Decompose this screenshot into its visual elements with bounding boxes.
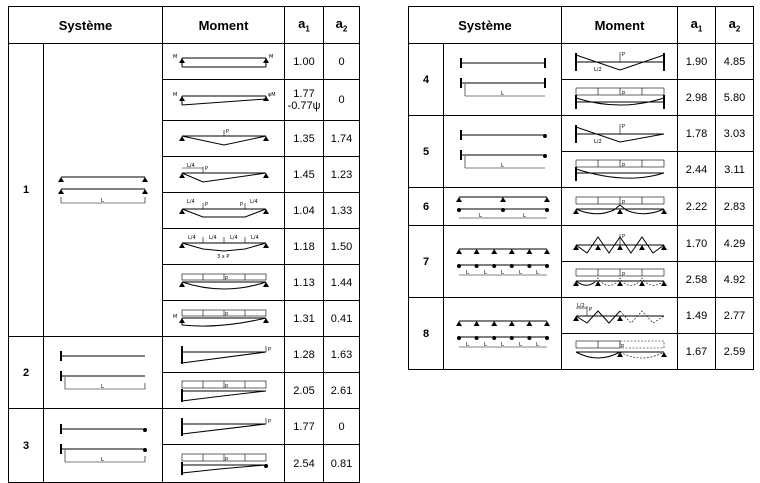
svg-text:P: P	[621, 233, 625, 240]
propped-cantilever-beam-icon	[53, 420, 153, 472]
svg-text:P: P	[267, 346, 271, 353]
svg-text:L: L	[483, 341, 487, 348]
moment-diagram	[163, 337, 285, 373]
case-number: 8	[409, 298, 444, 370]
fixed-central-point-load-diagram-icon	[566, 49, 674, 75]
simply-supported-beam-icon	[53, 167, 153, 213]
system-header: Système	[9, 7, 163, 44]
moment-diagram	[562, 44, 678, 80]
a2-value: 2.83	[716, 188, 754, 226]
moment-diagram	[163, 265, 285, 301]
moment-diagram	[163, 44, 285, 80]
multi-span-beam-icon	[453, 237, 553, 287]
a2-value: 0	[324, 80, 360, 121]
svg-text:M: M	[172, 92, 177, 98]
svg-text:P: P	[225, 128, 229, 135]
svg-text:L/4: L/4	[186, 162, 195, 169]
uniform-load-diagram-icon	[170, 271, 278, 295]
svg-text:L: L	[535, 341, 539, 348]
svg-text:L/4: L/4	[249, 198, 258, 205]
case-number: 1	[9, 44, 44, 337]
svg-text:p: p	[224, 382, 228, 389]
case-number: 5	[409, 116, 444, 188]
cantilever-beam-icon	[53, 347, 153, 399]
svg-text:L: L	[478, 212, 482, 219]
a1-value: 1.78	[678, 116, 716, 152]
a2-value: 4.85	[716, 44, 754, 80]
svg-text:L: L	[101, 383, 104, 390]
moment-diagram	[163, 373, 285, 409]
svg-text:p: p	[620, 342, 624, 349]
moment-diagram	[562, 80, 678, 116]
pattern-point-loads-diagram-icon	[566, 303, 674, 329]
svg-text:ψM: ψM	[267, 92, 276, 98]
a1-value: 2.05	[285, 373, 324, 409]
system-header: Système	[409, 7, 562, 44]
moment-diagram	[562, 334, 678, 370]
case-number: 6	[409, 188, 444, 226]
svg-text:P: P	[204, 165, 208, 172]
uniform-load-end-moment-diagram-icon	[170, 307, 278, 331]
a2-value: 2.59	[716, 334, 754, 370]
case-number: 3	[9, 409, 44, 483]
svg-text:L: L	[483, 269, 487, 276]
moment-diagram	[562, 152, 678, 188]
fixed-pinned-beam-icon	[453, 126, 553, 178]
svg-text:p: p	[621, 89, 625, 96]
table-row	[409, 116, 754, 152]
a1-value: 1.31	[285, 301, 324, 337]
a2-value: 3.11	[716, 152, 754, 188]
quarter-point-load-diagram-icon	[170, 163, 278, 187]
svg-text:L: L	[518, 269, 522, 276]
a1-value: 2.22	[678, 188, 716, 226]
moment-diagram	[163, 193, 285, 229]
moment-diagram	[163, 301, 285, 337]
table-row	[409, 188, 754, 226]
moment-header: Moment	[562, 7, 678, 44]
svg-text:P: P	[621, 51, 625, 58]
a1-value: 1.90	[678, 44, 716, 80]
left-coefficient-table	[8, 6, 360, 483]
two-span-beam-icon	[453, 190, 553, 224]
table-row	[409, 226, 754, 262]
system-cell	[444, 298, 562, 370]
a2-value: 1.74	[324, 121, 360, 157]
a2-value: 4.29	[716, 226, 754, 262]
system-cell	[444, 226, 562, 298]
svg-text:M: M	[268, 53, 273, 60]
pattern-uniform-load-diagram-icon	[566, 338, 674, 366]
svg-text:p: p	[224, 310, 228, 317]
a1-value: 2.98	[678, 80, 716, 116]
fixed-pinned-point-load-diagram-icon	[566, 121, 674, 147]
table-row	[9, 409, 360, 445]
moment-diagram	[562, 262, 678, 298]
a1-value: 1.49	[678, 298, 716, 334]
a1-value: 1.28	[285, 337, 324, 373]
a2-header: $a_2$	[324, 7, 360, 44]
svg-text:p: p	[224, 455, 228, 462]
moment-header: Moment	[163, 7, 285, 44]
multi-span-uniform-load-diagram-icon	[566, 266, 674, 294]
a1-value: 2.58	[678, 262, 716, 298]
svg-text:L: L	[465, 269, 469, 276]
a1-value: 2.54	[285, 445, 324, 483]
moment-diagram	[163, 445, 285, 483]
svg-text:L: L	[518, 341, 522, 348]
svg-text:L/2: L/2	[593, 66, 602, 73]
fixed-uniform-load-diagram-icon	[566, 85, 674, 111]
moment-diagram	[562, 116, 678, 152]
a2-header: $a_2$	[716, 7, 754, 44]
a1-header: $a_1$	[678, 7, 716, 44]
svg-text:P: P	[621, 123, 625, 130]
moment-diagram	[163, 80, 285, 121]
svg-text:L/2: L/2	[576, 302, 585, 309]
a2-value: 0	[324, 409, 360, 445]
fixed-fixed-beam-icon	[453, 54, 553, 106]
svg-text:L/2: L/2	[593, 138, 602, 145]
table-row	[9, 337, 360, 373]
propped-point-load-diagram-icon	[170, 415, 278, 439]
table-row	[409, 44, 754, 80]
two-span-uniform-load-diagram-icon	[566, 194, 674, 220]
a1-header: $a_1$	[285, 7, 324, 44]
a1-value: 1.77 -0.77ψ	[285, 80, 324, 121]
svg-text:L: L	[522, 212, 526, 219]
system-cell	[444, 116, 562, 188]
case-number: 4	[409, 44, 444, 116]
a2-value: 3.03	[716, 116, 754, 152]
case-number: 2	[9, 337, 44, 409]
central-point-load-diagram-icon	[170, 127, 278, 151]
svg-text:M: M	[172, 313, 177, 320]
a1-value: 1.77	[285, 409, 324, 445]
system-cell	[44, 409, 163, 483]
moment-diagram	[163, 409, 285, 445]
svg-text:L/4: L/4	[250, 234, 259, 241]
moment-diagram	[163, 121, 285, 157]
system-cell	[444, 44, 562, 116]
two-point-loads-diagram-icon	[170, 199, 278, 223]
multi-span-fixed-beam-icon	[453, 309, 553, 359]
a1-value: 1.13	[285, 265, 324, 301]
propped-uniform-load-diagram-icon	[170, 451, 278, 477]
svg-text:L: L	[500, 162, 504, 169]
svg-text:L/4: L/4	[208, 234, 217, 241]
a1-value: 1.35	[285, 121, 324, 157]
right-coefficient-table	[408, 6, 754, 370]
a1-value: 1.00	[285, 44, 324, 80]
svg-text:L: L	[465, 341, 469, 348]
system-cell	[444, 188, 562, 226]
a1-value: 1.45	[285, 157, 324, 193]
end-moments-diagram-icon	[170, 50, 278, 74]
svg-text:L/4: L/4	[186, 198, 195, 205]
moment-diagram	[562, 188, 678, 226]
moment-diagram	[163, 229, 285, 265]
svg-text:p: p	[224, 274, 228, 281]
a2-value: 4.92	[716, 262, 754, 298]
a1-value: 1.67	[678, 334, 716, 370]
moment-diagram	[163, 157, 285, 193]
svg-text:L: L	[101, 456, 104, 463]
svg-text:P: P	[267, 418, 271, 425]
system-cell	[44, 337, 163, 409]
table-row	[9, 44, 360, 80]
a2-value: 1.33	[324, 193, 360, 229]
a2-value: 0.81	[324, 445, 360, 483]
svg-text:M: M	[172, 53, 177, 60]
svg-text:3 x P: 3 x P	[216, 253, 229, 260]
moment-diagram	[562, 226, 678, 262]
a2-value: 2.77	[716, 298, 754, 334]
svg-text:L/4: L/4	[229, 234, 238, 241]
svg-text:L: L	[500, 90, 504, 97]
svg-text:L: L	[500, 341, 504, 348]
system-cell	[44, 44, 163, 337]
svg-text:p: p	[621, 161, 625, 168]
a2-value: 0	[324, 44, 360, 80]
moment-diagram	[562, 298, 678, 334]
a1-value: 1.18	[285, 229, 324, 265]
a2-value: 0.41	[324, 301, 360, 337]
a2-value: 2.61	[324, 373, 360, 409]
table-row	[409, 298, 754, 334]
svg-text:p: p	[621, 270, 625, 277]
fixed-pinned-uniform-load-diagram-icon	[566, 157, 674, 183]
a1-value: 1.70	[678, 226, 716, 262]
svg-text:P: P	[239, 201, 243, 208]
a1-value: 1.04	[285, 193, 324, 229]
three-point-loads-diagram-icon	[170, 234, 278, 260]
cantilever-uniform-load-diagram-icon	[170, 378, 278, 404]
svg-text:L/4: L/4	[187, 234, 196, 241]
a2-value: 1.44	[324, 265, 360, 301]
a1-value: 2.44	[678, 152, 716, 188]
a2-value: 1.63	[324, 337, 360, 373]
svg-text:p: p	[621, 198, 625, 205]
a2-value: 1.23	[324, 157, 360, 193]
svg-text:L: L	[500, 269, 504, 276]
multi-span-point-loads-diagram-icon	[566, 231, 674, 257]
cantilever-point-load-diagram-icon	[170, 343, 278, 367]
svg-text:L: L	[535, 269, 539, 276]
a2-value: 5.80	[716, 80, 754, 116]
svg-text:P: P	[588, 306, 592, 313]
unequal-end-moments-diagram-icon	[170, 88, 278, 112]
svg-text:P: P	[204, 201, 208, 208]
svg-text:L: L	[101, 198, 104, 204]
a2-value: 1.50	[324, 229, 360, 265]
case-number: 7	[409, 226, 444, 298]
